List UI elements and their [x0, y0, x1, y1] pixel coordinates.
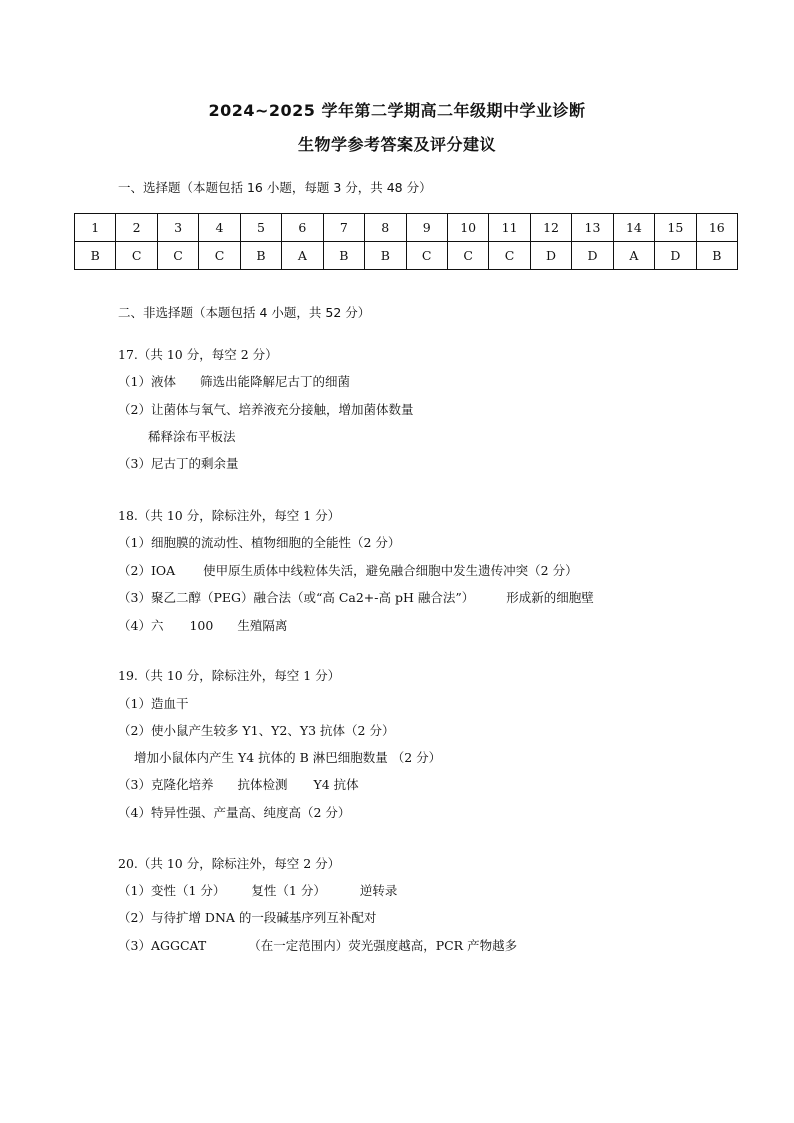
answer-row	[75, 242, 738, 270]
q18-answer-4b: 100	[189, 618, 214, 633]
q20-answer-3a: （3）AGGCAT	[118, 938, 207, 953]
q20-answer-3b: （在一定范围内）荧光强度越高，PCR 产物越多	[248, 938, 518, 953]
answer-cell: C	[447, 242, 488, 270]
question-number: 9	[406, 214, 447, 242]
q19-answer-3a: （3）克隆化培养	[118, 777, 214, 792]
q17-answer-1b: 筛选出能降解尼古丁的细菌	[199, 374, 350, 389]
q18-answer-4a: （4）六	[118, 618, 164, 633]
question-number: 3	[157, 214, 198, 242]
q20-answer-1c: 逆转录	[359, 883, 398, 898]
question-number: 16	[696, 214, 737, 242]
q20-answer-1b: 复性（1 分）	[251, 883, 326, 898]
q18-answer-3b: 形成新的细胞壁	[506, 590, 594, 605]
document-subtitle: 生物学参考答案及评分建议	[297, 135, 496, 154]
question-number: 12	[530, 214, 571, 242]
question-number: 2	[116, 214, 157, 242]
question-number: 14	[613, 214, 654, 242]
answer-cell: D	[655, 242, 696, 270]
answer-cell: B	[240, 242, 281, 270]
answer-cell: B	[323, 242, 364, 270]
q19-answer-1: （1）造血干	[118, 696, 189, 711]
q17-answer-2b: 稀释涂布平板法	[148, 429, 236, 444]
answer-cell: A	[282, 242, 323, 270]
question-number: 1	[75, 214, 116, 242]
answer-cell: C	[157, 242, 198, 270]
question-number: 15	[655, 214, 696, 242]
q17-header: 17.（共 10 分，每空 2 分）	[118, 347, 278, 362]
question-number: 8	[365, 214, 406, 242]
answer-cell: C	[489, 242, 530, 270]
q19-answer-4: （4）特异性强、产量高、纯度高（2 分）	[118, 805, 351, 820]
answer-cell: B	[75, 242, 116, 270]
answer-cell: C	[199, 242, 240, 270]
question-number: 10	[447, 214, 488, 242]
q17-answer-1a: （1）液体	[118, 374, 176, 389]
q20-answer-2: （2）与待扩增 DNA 的一段碱基序列互补配对	[118, 910, 377, 925]
q18-answer-4	[118, 618, 287, 634]
q20-answer-1a: （1）变性（1 分）	[118, 883, 226, 898]
q18-answer-3	[118, 590, 594, 606]
q18-answer-4c: 生殖隔离	[237, 618, 288, 633]
q19-answer-3c: Y4 抗体	[313, 777, 359, 792]
q18-answer-2	[118, 563, 578, 579]
q19-header: 19.（共 10 分，除标注外，每空 1 分）	[118, 668, 341, 683]
answer-cell: A	[613, 242, 654, 270]
q17-answer-1	[118, 374, 350, 390]
q20-answer-3	[118, 938, 517, 954]
section2-heading: 二、非选择题（本题包括 4 小题，共 52 分）	[118, 305, 371, 320]
q19-answer-2b: 增加小鼠体内产生 Y4 抗体的 B 淋巴细胞数量 （2 分）	[134, 750, 442, 765]
answer-cell: C	[116, 242, 157, 270]
section1-heading: 一、选择题（本题包括 16 小题，每题 3 分，共 48 分）	[118, 180, 432, 195]
q19-answer-2: （2）使小鼠产生较多 Y1、Y2、Y3 抗体（2 分）	[118, 723, 395, 738]
answer-cell: B	[365, 242, 406, 270]
question-number: 4	[199, 214, 240, 242]
question-number: 11	[489, 214, 530, 242]
q18-answer-2b: 使甲原生质体中线粒体失活，避免融合细胞中发生遗传冲突（2 分）	[203, 563, 578, 578]
answer-cell: B	[696, 242, 737, 270]
question-number-row	[75, 214, 738, 242]
q19-answer-3	[118, 777, 359, 793]
q18-header: 18.（共 10 分，除标注外，每空 1 分）	[118, 508, 341, 523]
question-number: 7	[323, 214, 364, 242]
answer-table	[74, 213, 738, 270]
q17-answer-2: （2）让菌体与氧气、培养液充分接触，增加菌体数量	[118, 402, 414, 417]
document-title: 2024~2025 学年第二学期高二年级期中学业诊断	[208, 101, 586, 120]
q18-answer-1: （1）细胞膜的流动性、植物细胞的全能性（2 分）	[118, 535, 401, 550]
question-number: 5	[240, 214, 281, 242]
answer-cell: D	[530, 242, 571, 270]
q20-answer-1	[118, 883, 397, 899]
q17-answer-3: （3）尼古丁的剩余量	[118, 456, 239, 471]
q18-answer-3a: （3）聚乙二醇（PEG）融合法（或“高 Ca2+-高 pH 融合法”）	[118, 590, 475, 605]
question-number: 6	[282, 214, 323, 242]
q18-answer-2a: （2）IOA	[118, 563, 176, 578]
q19-answer-3b: 抗体检测	[237, 777, 288, 792]
q20-header: 20.（共 10 分，除标注外，每空 2 分）	[118, 856, 341, 871]
question-number: 13	[572, 214, 613, 242]
answer-cell: D	[572, 242, 613, 270]
answer-cell: C	[406, 242, 447, 270]
